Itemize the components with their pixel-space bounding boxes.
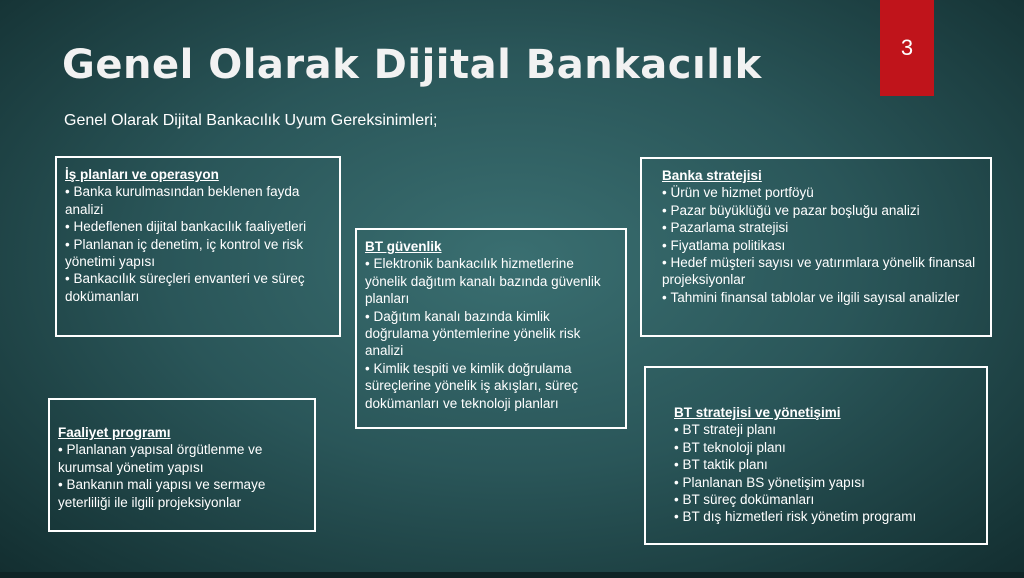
- list-item: • Ürün ve hizmet portföyü: [662, 184, 982, 201]
- list-item: • Planlanan iç denetim, iç kontrol ve risk yönetimi yapısı: [65, 236, 331, 271]
- bullet-list: [674, 421, 978, 525]
- list-item: • Banka kurulmasından beklenen fayda analizi: [65, 183, 331, 218]
- bottom-strip: [0, 572, 1024, 578]
- list-item: • Fiyatlama politikası: [662, 237, 982, 254]
- box-banka-stratejisi: [640, 157, 992, 337]
- list-item: • Elektronik bankacılık hizmetlerine yönelik dağıtım kanalı bazında güvenlik planları: [365, 255, 617, 307]
- list-item: • BT dış hizmetleri risk yönetim programı: [674, 508, 978, 525]
- list-item: • BT taktik planı: [674, 456, 978, 473]
- box-is-planlari: [55, 156, 341, 337]
- list-item: • Pazarlama stratejisi: [662, 219, 982, 236]
- box-title: BT güvenlik: [365, 239, 442, 254]
- box-bt-guvenlik: [355, 228, 627, 429]
- list-item: • Pazar büyüklüğü ve pazar boşluğu analizi: [662, 202, 982, 219]
- list-item: • Tahmini finansal tablolar ve ilgili sayısal analizler: [662, 289, 982, 306]
- box-title: Banka stratejisi: [662, 168, 762, 183]
- bullet-list: [365, 255, 617, 412]
- bullet-list: [65, 183, 331, 305]
- bullet-list: [662, 184, 982, 306]
- list-item: • Bankacılık süreçleri envanteri ve süreç dokümanları: [65, 270, 331, 305]
- list-item: • Planlanan BS yönetişim yapısı: [674, 474, 978, 491]
- page-number: 3: [900, 35, 914, 60]
- list-item: • Bankanın mali yapısı ve sermaye yeterliliği ile ilgili projeksiyonlar: [58, 476, 306, 511]
- list-item: • Hedef müşteri sayısı ve yatırımlara yönelik finansal projeksiyonlar: [662, 254, 982, 289]
- list-item: • Hedeflenen dijital bankacılık faaliyetleri: [65, 218, 331, 235]
- list-item: • Kimlik tespiti ve kimlik doğrulama süreçlerine yönelik iş akışları, süreç dokümanları ve teknoloji planları: [365, 360, 617, 412]
- page-number-badge: [880, 0, 934, 96]
- box-faaliyet-programi: [48, 398, 316, 532]
- list-item: • BT teknoloji planı: [674, 439, 978, 456]
- list-item: • BT süreç dokümanları: [674, 491, 978, 508]
- list-item: • BT strateji planı: [674, 421, 978, 438]
- box-title: İş planları ve operasyon: [65, 167, 219, 182]
- list-item: • Planlanan yapısal örgütlenme ve kurumsal yönetim yapısı: [58, 441, 306, 476]
- bullet-list: [58, 441, 306, 511]
- slide-title: Genel Olarak Dijital Bankacılık: [62, 42, 762, 88]
- box-title: BT stratejisi ve yönetişimi: [674, 405, 841, 420]
- slide-subtitle: Genel Olarak Dijital Bankacılık Uyum Gereksinimleri;: [64, 112, 438, 129]
- box-title: Faaliyet programı: [58, 425, 171, 440]
- list-item: • Dağıtım kanalı bazında kimlik doğrulama yöntemlerine yönelik risk analizi: [365, 308, 617, 360]
- box-bt-strateji: [644, 366, 988, 545]
